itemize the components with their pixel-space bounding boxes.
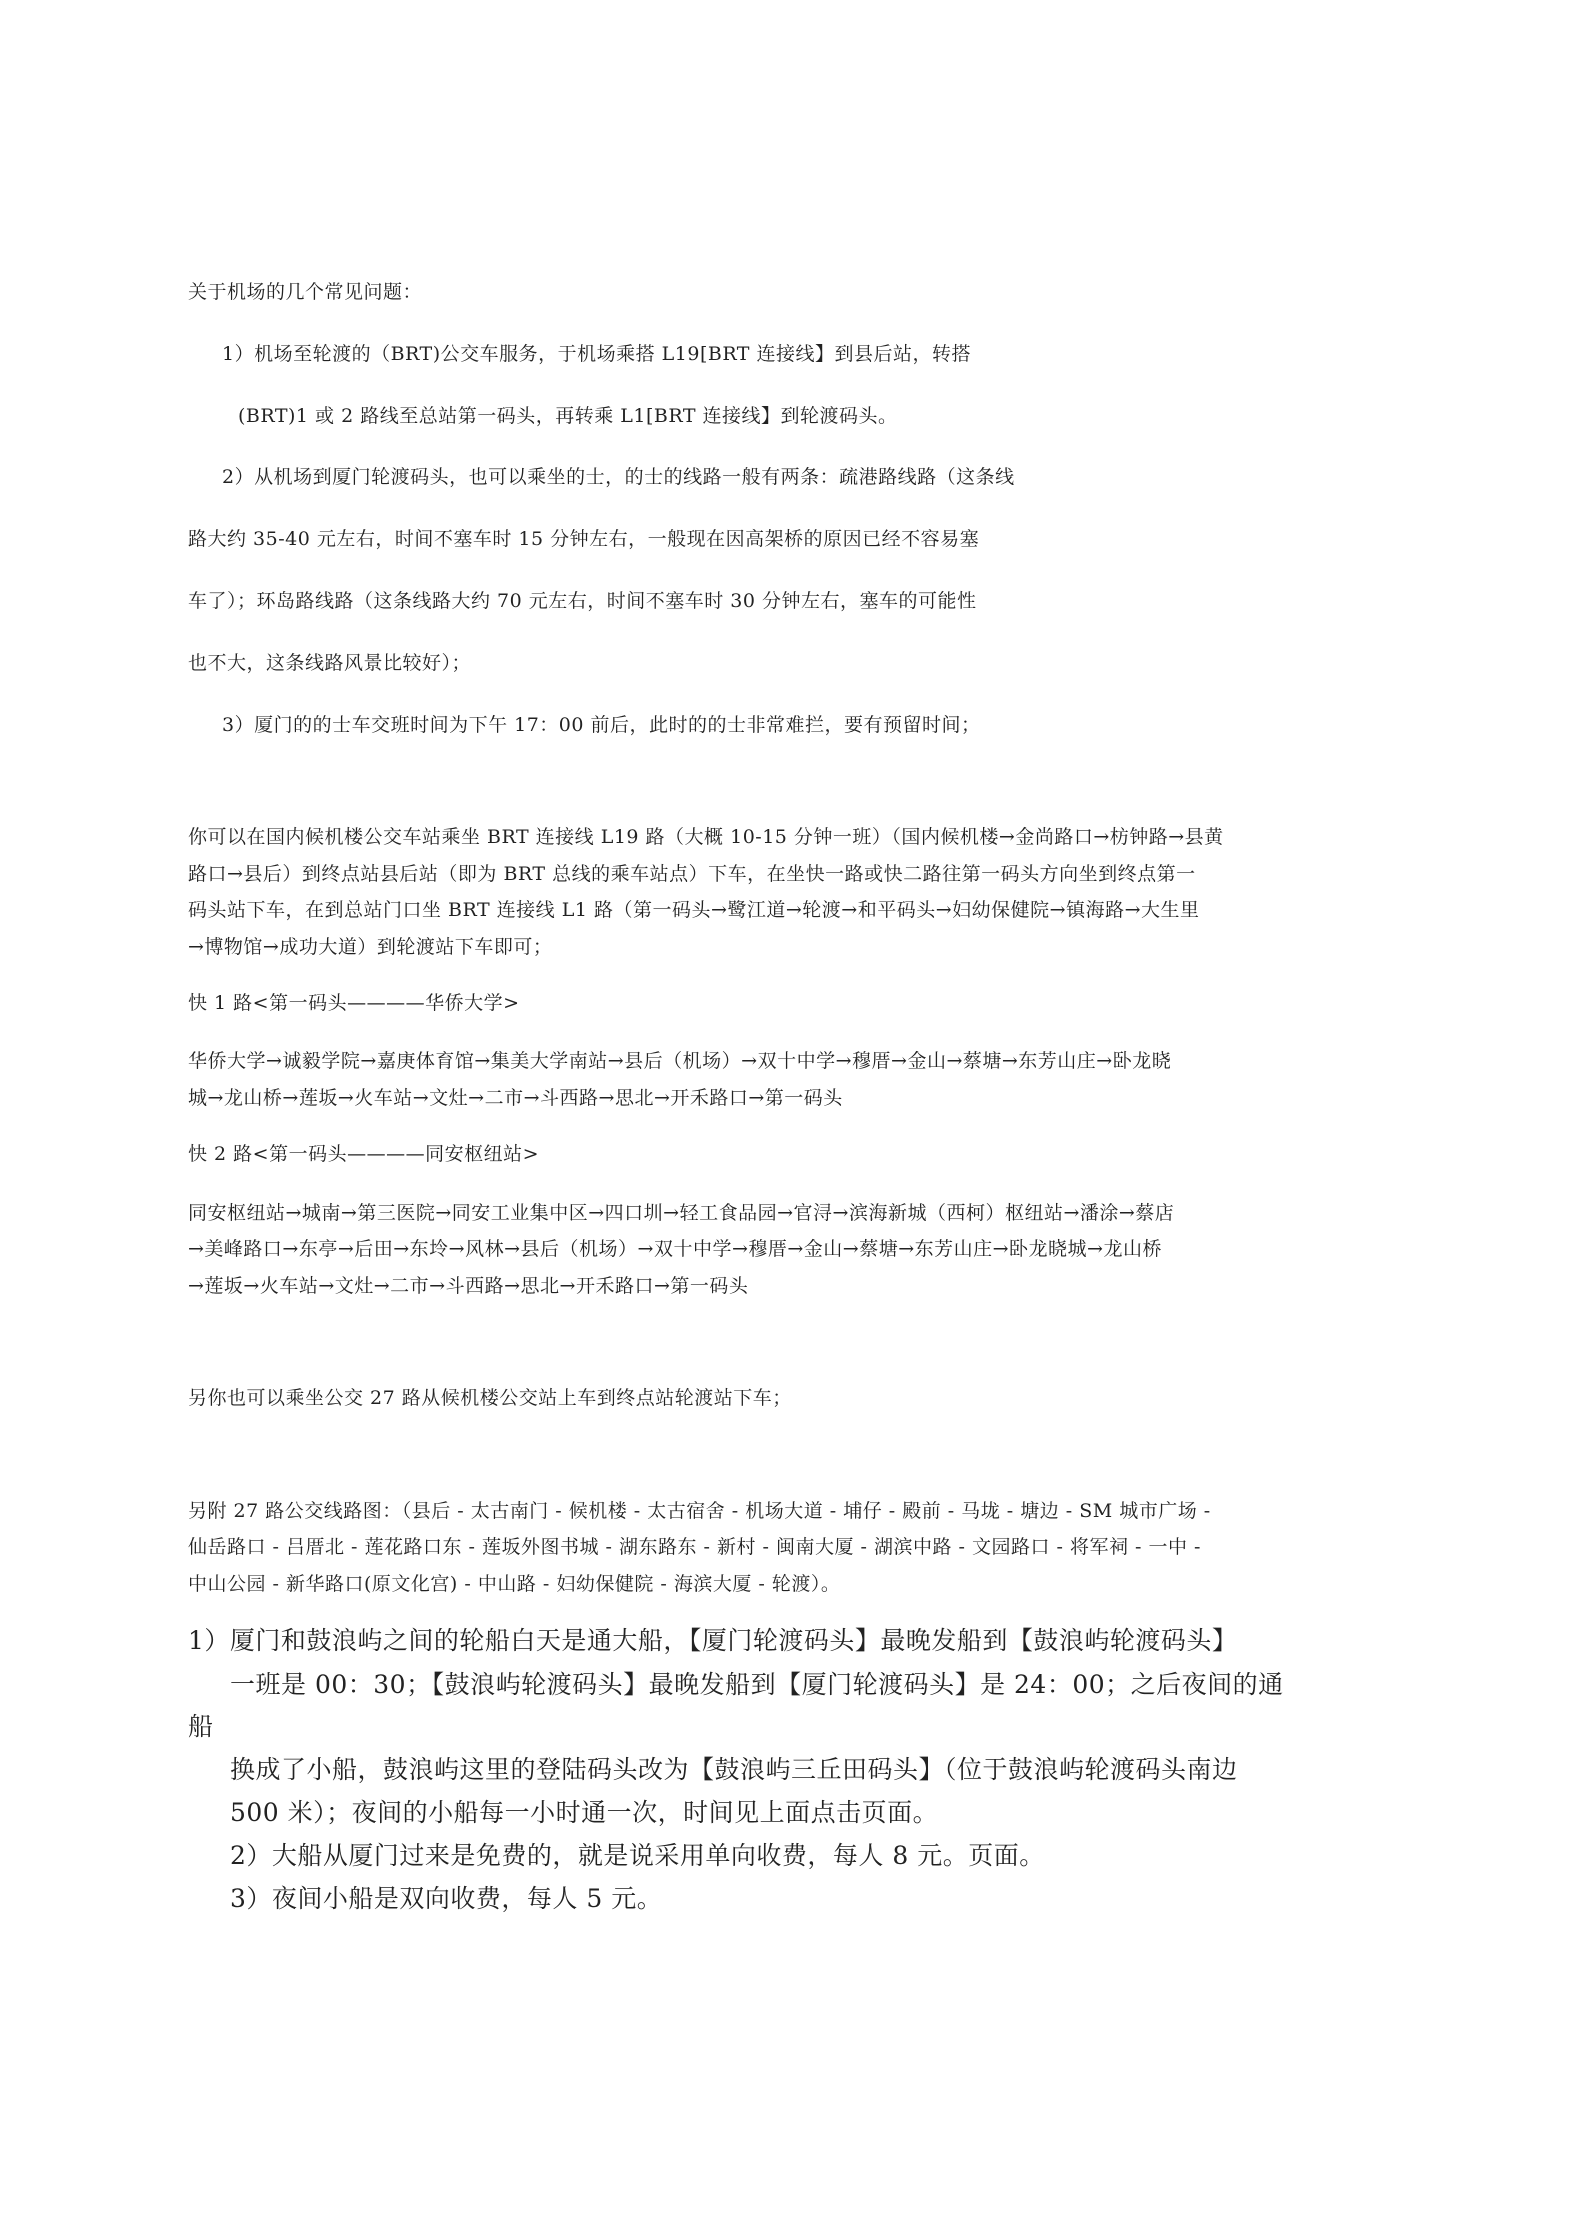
route-2-stops-line-1: 同安枢纽站→城南→第三医院→同安工业集中区→四口圳→轻工食品园→官浔→滨海新城（西柯）枢纽站→潘涂→蔡店 bbox=[188, 1202, 1175, 1224]
route-2-stops-line-3: →莲坂→火车站→文灶→二市→斗西路→思北→开禾路口→第一码头 bbox=[188, 1275, 749, 1297]
bus-27-route-line-1: 另附 27 路公交线路图：（县后 - 太古南门 - 候机楼 - 太古宿舍 - 机场大道 - 埔仔 - 殿前 - 马垅 - 塘边 - SM 城市广场 - bbox=[188, 1500, 1211, 1522]
route-2-stops-line-2: →美峰路口→东亭→后田→东坽→风林→县后（机场）→双十中学→穆厝→金山→蔡塘→东芳山庄→卧龙晓城→龙山桥 bbox=[188, 1238, 1162, 1260]
faq-item-1-line-1: 1）机场至轮渡的（BRT)公交车服务，于机场乘搭 L19[BRT 连接线】到县后站，转搭 bbox=[222, 343, 972, 365]
faq-item-2-line-1: 2）从机场到厦门轮渡码头，也可以乘坐的士，的士的线路一般有两条：疏港路线路（这条线 bbox=[222, 466, 1015, 488]
brt-paragraph-line-3: 码头站下车，在到总站门口坐 BRT 连接线 L1 路（第一码头→鹭江道→轮渡→和平码头→妇幼保健院→镇海路→大生里 bbox=[188, 899, 1200, 921]
route-1-stops-line-1: 华侨大学→诚毅学院→嘉庚体育馆→集美大学南站→县后（机场）→双十中学→穆厝→金山→蔡塘→东芳山庄→卧龙晓 bbox=[188, 1050, 1172, 1072]
faq-item-1-line-2: (BRT)1 或 2 路线至总站第一码头，再转乘 L1[BRT 连接线】到轮渡码头。 bbox=[238, 405, 898, 427]
bus-27-text: 另你也可以乘坐公交 27 路从候机楼公交站上车到终点站轮渡站下车； bbox=[188, 1387, 792, 1409]
ferry-line-7: 3）夜间小船是双向收费，每人 5 元。 bbox=[230, 1884, 663, 1913]
brt-paragraph-line-4: →博物馆→成功大道）到轮渡站下车即可； bbox=[188, 936, 553, 958]
faq-item-2-line-2: 路大约 35-40 元左右，时间不塞车时 15 分钟左右，一般现在因高架桥的原因已经不容易塞 bbox=[188, 528, 980, 550]
ferry-line-2: 一班是 00：30；【鼓浪屿轮渡码头】最晚发船到【厦门轮渡码头】是 24：00；之后夜间的通 bbox=[230, 1670, 1284, 1699]
bus-27-route-line-2: 仙岳路口 - 吕厝北 - 莲花路口东 - 莲坂外图书城 - 湖东路东 - 新村 - 闽南大厦 - 湖滨中路 - 文园路口 - 将军祠 - 一中 - bbox=[188, 1536, 1201, 1558]
ferry-line-5: 500 米）；夜间的小船每一小时通一次，时间见上面点击页面。 bbox=[230, 1798, 939, 1827]
ferry-line-6: 2）大船从厦门过来是免费的，就是说采用单向收费，每人 8 元。页面。 bbox=[230, 1841, 1045, 1870]
faq-item-2-line-3: 车了）；环岛路线路（这条线路大约 70 元左右，时间不塞车时 30 分钟左右，塞车的可能性 bbox=[188, 590, 977, 612]
route-1-stops-line-2: 城→龙山桥→莲坂→火车站→文灶→二市→斗西路→思北→开禾路口→第一码头 bbox=[188, 1087, 843, 1109]
route-2-header: 快 2 路<第一码头————同安枢纽站> bbox=[188, 1143, 540, 1165]
route-1-header: 快 1 路<第一码头————华侨大学> bbox=[188, 992, 520, 1014]
faq-item-2-line-4: 也不大，这条线路风景比较好）； bbox=[188, 652, 472, 674]
brt-paragraph-line-2: 路口→县后）到终点站县后站（即为 BRT 总线的乘车站点）下车，在坐快一路或快二路往第一码头方向坐到终点第一 bbox=[188, 863, 1196, 885]
faq-title: 关于机场的几个常见问题： bbox=[188, 281, 423, 303]
bus-27-route-line-3: 中山公园 - 新华路口(原文化宫) - 中山路 - 妇幼保健院 - 海滨大厦 - 轮渡）。 bbox=[188, 1573, 841, 1595]
faq-item-3-line-1: 3）厦门的的士车交班时间为下午 17：00 前后，此时的的士非常难拦，要有预留时间； bbox=[222, 714, 981, 736]
brt-paragraph-line-1: 你可以在国内候机楼公交车站乘坐 BRT 连接线 L19 路（大概 10-15 分钟一班）（国内候机楼→金尚路口→枋钟路→县黄 bbox=[188, 826, 1224, 848]
ferry-line-3: 船 bbox=[188, 1712, 214, 1741]
ferry-line-1: 1）厦门和鼓浪屿之间的轮船白天是通大船，【厦门轮渡码头】最晚发船到【鼓浪屿轮渡码头】 bbox=[188, 1626, 1238, 1655]
ferry-line-4: 换成了小船，鼓浪屿这里的登陆码头改为【鼓浪屿三丘田码头】（位于鼓浪屿轮渡码头南边 bbox=[230, 1755, 1238, 1784]
